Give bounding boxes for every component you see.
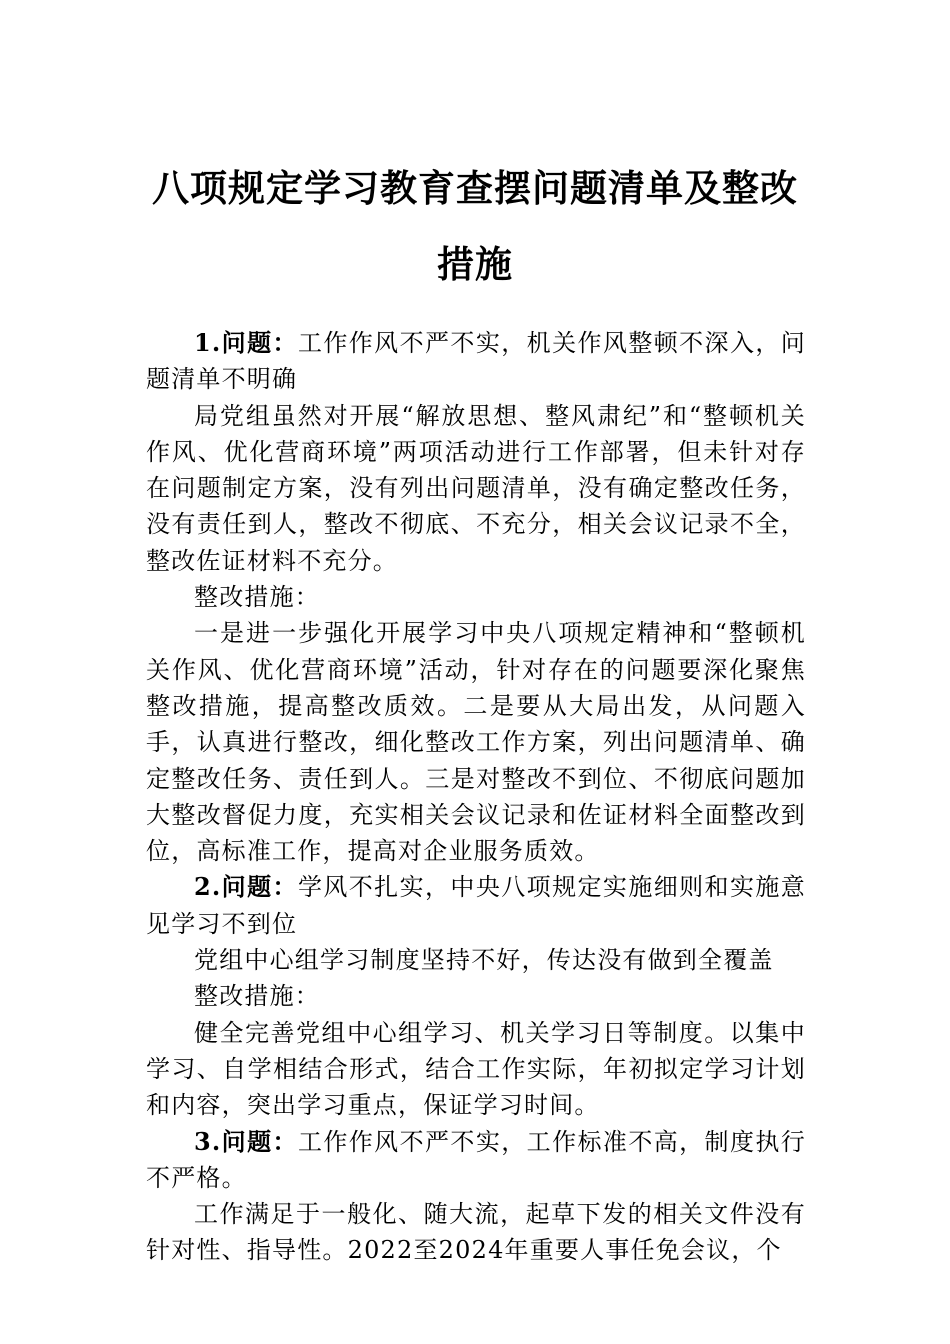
problem-label: 问题：: [221, 328, 298, 357]
problem-heading: [146, 869, 806, 942]
problem-title: 工作作风不严不实，工作标准不高，制度执行不严格。: [146, 1127, 807, 1192]
problem-title: 学风不扎实，中央八项规定实施细则和实施意见学习不到位: [146, 873, 807, 938]
problem-description: 工作满足于一般化、随大流，起草下发的相关文件没有针对性、指导性。2022至2024年重要人事任免会议，个: [146, 1200, 806, 1265]
measures-text: 一是进一步强化开展学习中央八项规定精神和“整顿机关作风、优化营商环境”活动，针对存在的问题要深化聚焦整改措施，提高整改质效。二是要从大局出发，从问题入手，认真进行整改，细化整改工作方案，列出问题清单、确定整改任务、责任到人。三是对整改不到位、不彻底问题加大整改督促力度，充实相关会议记录和佐证材料全面整改到位，高标准工作，提高对企业服务质效。: [146, 619, 806, 866]
measures-text: 健全完善党组中心组学习、机关学习日等制度。以集中学习、自学相结合形式，结合工作实际，年初拟定学习计划和内容，突出学习重点，保证学习时间。: [146, 1018, 806, 1120]
measures-label: 整改措施：: [194, 583, 320, 612]
document-title: 八项规定学习教育查摆问题清单及整改措施: [152, 166, 798, 286]
problem-title: 工作作风不严不实，机关作风整顿不深入，问题清单不明确: [146, 329, 807, 394]
problem-heading: [146, 325, 806, 398]
problem-description: 局党组虽然对开展“解放思想、整风肃纪”和“整顿机关作风、优化营商环境”两项活动进行工作部署，但未针对存在问题制定方案，没有列出问题清单，没有确定整改任务，没有责任到人，整改不彻底、不充分，相关会议记录不全，整改佐证材料不充分。: [146, 401, 806, 575]
document-body: [146, 325, 806, 1269]
problem-number: 3.: [194, 1126, 222, 1156]
problem-number: 2.: [194, 872, 222, 902]
problem-heading: [146, 1124, 806, 1197]
problem-label: 问题：: [221, 872, 298, 902]
problem-number: 1.: [194, 328, 222, 357]
measures-label: 整改措施：: [194, 982, 320, 1011]
problem-description: 党组中心组学习制度坚持不好，传达没有做到全覆盖: [194, 946, 774, 975]
problem-label: 问题：: [221, 1126, 298, 1156]
